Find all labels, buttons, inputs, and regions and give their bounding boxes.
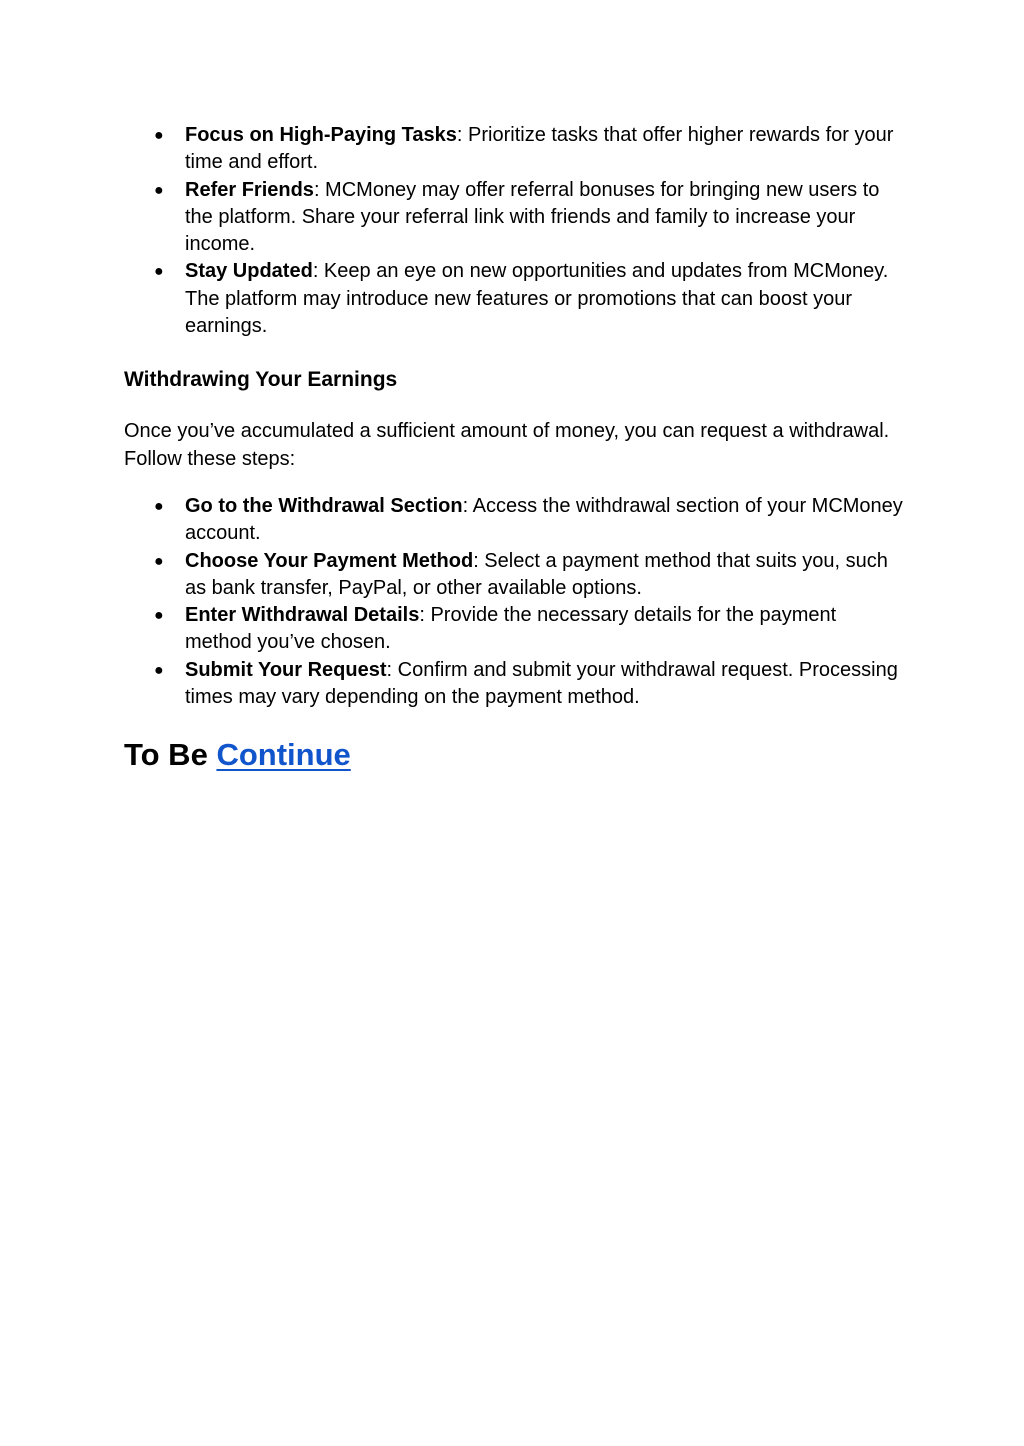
list-item-title: Refer Friends xyxy=(185,178,314,201)
tips-list xyxy=(124,122,904,340)
steps-list xyxy=(124,493,904,711)
closing-prefix: To Be xyxy=(124,737,217,773)
closing-heading xyxy=(124,735,904,775)
intro-paragraph: Once you’ve accumulated a sufficient amount of money, you can request a withdrawal. Follow these steps: xyxy=(124,420,890,470)
list-item xyxy=(124,657,904,712)
list-item-text: : Access the withdrawal section of your MCMoney account. xyxy=(185,494,903,545)
list-item-title: Choose Your Payment Method xyxy=(185,549,474,572)
list-item-title: Focus on High-Paying Tasks xyxy=(185,124,457,146)
list-item xyxy=(124,122,904,177)
bullet-icon: ● xyxy=(154,661,164,679)
section-heading: Withdrawing Your Earnings xyxy=(124,368,398,392)
list-item-text: : Confirm and submit your withdrawal request. Processing times may vary depending on the payment method. xyxy=(185,658,898,709)
list-item-text: : Keep an eye on new opportunities and updates from MCMoney. The platform may introduce new features or promotions that can boost your earnings. xyxy=(185,260,889,338)
list-item-title: Stay Updated xyxy=(185,260,313,283)
list-item xyxy=(124,602,904,657)
bullet-icon: ● xyxy=(154,497,164,515)
list-item xyxy=(124,548,904,603)
bullet-icon: ● xyxy=(154,607,164,625)
list-item-title: Enter Withdrawal Details xyxy=(185,604,420,627)
list-item-text: : MCMoney may offer referral bonuses for bringing new users to the platform. Share your referral link with friends and family to increase your income. xyxy=(185,178,880,256)
bullet-icon: ● xyxy=(154,127,164,144)
list-item-title: Go to the Withdrawal Section xyxy=(185,494,463,517)
list-item-text: : Select a payment method that suits you, such as bank transfer, PayPal, or other available options. xyxy=(185,549,888,599)
document-content xyxy=(124,122,904,775)
bullet-icon: ● xyxy=(154,263,164,281)
list-item xyxy=(124,493,904,548)
list-item-title: Submit Your Request xyxy=(185,658,387,681)
list-item-text: : Provide the necessary details for the payment method you’ve chosen. xyxy=(185,604,837,654)
list-item-text: : Prioritize tasks that offer higher rewards for your time and effort. xyxy=(185,124,894,174)
bullet-icon: ● xyxy=(154,552,164,570)
continue-link[interactable]: Continue xyxy=(216,737,351,773)
bullet-icon: ● xyxy=(154,181,164,199)
list-item xyxy=(124,258,904,340)
list-item xyxy=(124,177,904,259)
